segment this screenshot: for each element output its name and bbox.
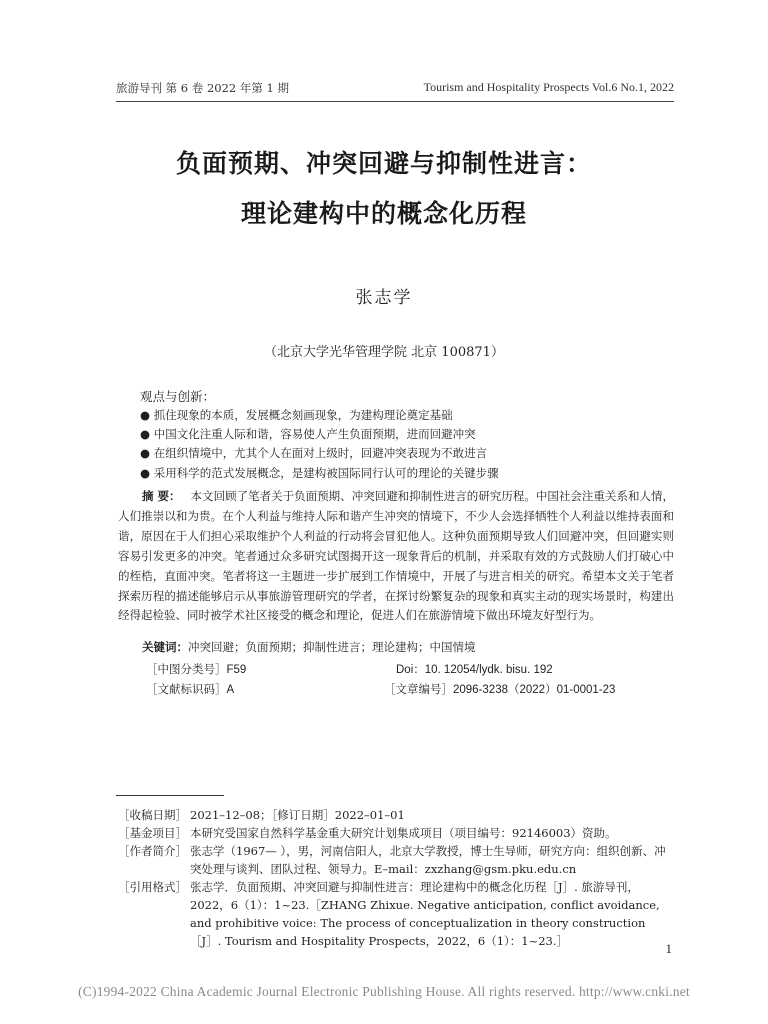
footnote-text: 2021–12–08；［修订日期］2022–01–01 — [190, 808, 405, 822]
footnote-label: ［收稿日期］ — [118, 808, 187, 822]
highlight-item: ● 抓住现象的本质，发展概念刻画现象，为建构理论奠定基础 — [140, 408, 453, 422]
footnote-label: ［基金项目］ — [118, 826, 187, 840]
page-number: 1 — [665, 941, 672, 956]
keywords-text: 冲突回避；负面预期；抑制性进言；理论建构；中国情境 — [188, 640, 476, 654]
footnote-text: 张志学．负面预期、冲突回避与抑制性进言：理论建构中的概念化历程［J］. 旅游导刊，2022，6（1）：1~23.［ZHANG Zhixue. Negative anticipation, conflict avoidance, and prohibitive voice: The process of conceptualization in theory construction［J］. Tourism and Hospitality Prospects，2022，6（1）：1~23.］ — [190, 880, 660, 948]
abstract-label: 摘 要： — [142, 489, 181, 503]
clc-number: ［中图分类号］F59 — [146, 664, 247, 676]
footnote-text: 本研究受国家自然科学基金重大研究计划集成项目（项目编号：92146003）资助。 — [190, 826, 617, 840]
keywords — [142, 639, 476, 655]
doi: Doi：10. 12054/lydk. bisu. 192 — [396, 664, 553, 676]
article-number: ［文章编号］2096-3238（2022）01-0001-23 — [384, 684, 616, 696]
document-code: ［文献标识码］A — [146, 684, 235, 696]
paper-title-line1: 负面预期、冲突回避与抑制性进言： — [175, 149, 592, 178]
author-affiliation: （北京大学光华管理学院 北京 100871） — [264, 345, 504, 360]
copyright-watermark: (C)1994-2022 China Academic Journal Electronic Publishing House. All rights reserved. http://www.cnki.net — [78, 984, 690, 999]
footnote-received — [118, 806, 674, 824]
highlight-item: ● 中国文化注重人际和谐，容易使人产生负面预期，进而回避冲突 — [140, 427, 476, 442]
journal-header-right: Tourism and Hospitality Prospects Vol.6 No.1, 2022 — [423, 80, 674, 94]
highlight-item: ● 采用科学的范式发展概念，是建构被国际同行认可的理论的关键步骤 — [140, 465, 499, 480]
header-divider — [116, 101, 674, 102]
highlights-list — [140, 406, 680, 483]
journal-header-left: 旅游导刊 第 6 卷 2022 年第 1 期 — [116, 81, 289, 95]
abstract-text: 本文回顾了笔者关于负面预期、冲突回避和抑制性进言的研究历程。中国社会注重关系和人情，人们推崇以和为贵。在个人利益与维持人际和谐产生冲突的情境下，不少人会选择牺牲个人利益以维持表面和谐，原因在于人们担心采取维护个人利益的行动将会冒犯他人。这种负面预期导致人们回避冲突，但回避实则容易引发更多的冲突。笔者通过众多研究试图揭开这一现象背后的机制，并采取有效的方式鼓励人们打破心中的桎梏，直面冲突。笔者将这一主题进一步扩展到工作情境中，开展了与进言相关的研究。希望本文关于笔者探索历程的描述能够启示从事旅游管理研究的学者，在探讨纷繁复杂的现象和真实主动的现实场景时，构建出经得起检验、同时被学术社区接受的概念和理论，促进人们在旅游情境下做出环境友好型行为。 — [118, 489, 674, 623]
highlight-item: ● 在组织情境中，尤其个人在面对上级时，回避冲突表现为不敢进言 — [140, 446, 488, 461]
highlights-title: 观点与创新： — [140, 389, 216, 404]
footnote-divider — [116, 795, 224, 796]
footnote-label: ［引用格式］ — [118, 880, 187, 894]
footnote-label: ［作者简介］ — [118, 844, 187, 858]
author-name: 张志学 — [355, 288, 413, 308]
footnote-fund — [118, 824, 674, 842]
footnote-text: 张志学（1967— ），男，河南信阳人，北京大学教授，博士生导师，研究方向：组织创新、冲突处理与谈判、团队过程、领导力。E–mail：zxzhang@gsm.pku.edu.cn — [190, 844, 666, 876]
footnote-author-bio — [118, 842, 674, 878]
keywords-label: 关键词： — [142, 640, 188, 654]
paper-title-line2: 理论建构中的概念化历程 — [240, 199, 527, 228]
footnote-citation — [118, 878, 674, 950]
abstract — [118, 487, 674, 626]
